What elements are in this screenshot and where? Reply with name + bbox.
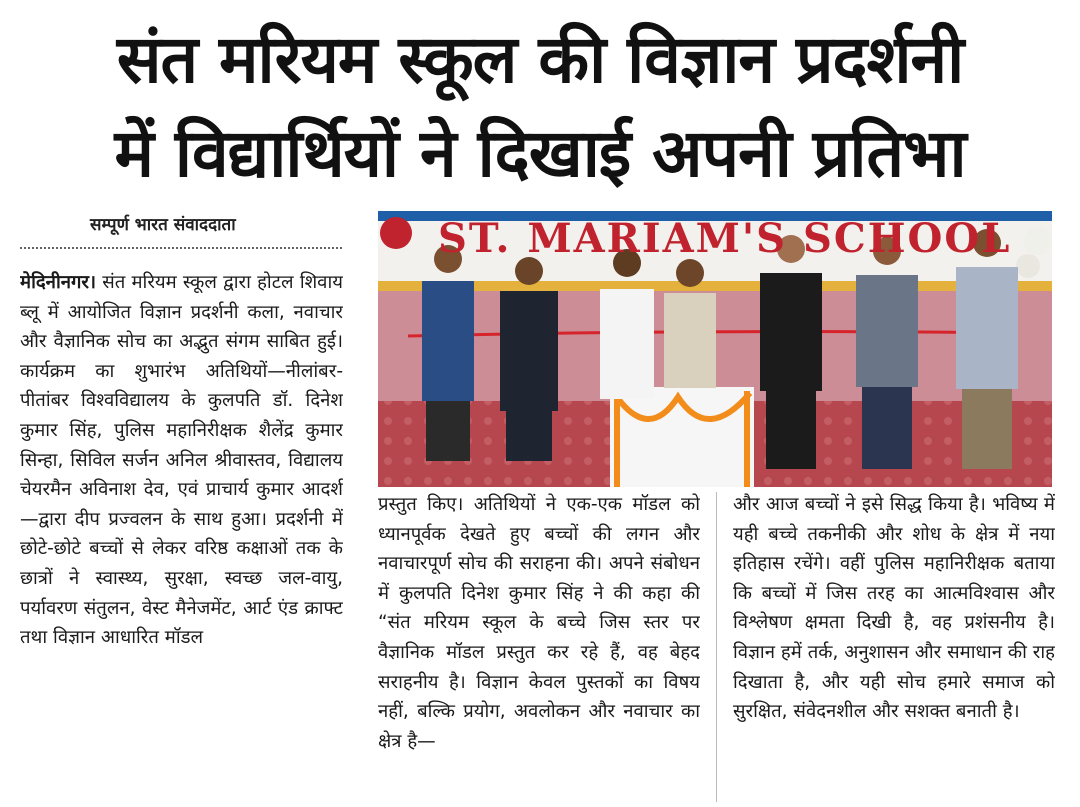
column-rule xyxy=(716,492,717,802)
byline-divider xyxy=(20,247,342,249)
article-column-1 xyxy=(20,268,343,803)
article-column-3 xyxy=(733,490,1055,807)
article-column-1-text: संत मरियम स्कूल द्वारा होटल शिवाय ब्लू में आयोजित विज्ञान प्रदर्शनी कला, नवाचार और वैज्ञानिक सोच का अद्भुत संगम साबित हुई। कार्यक्रम का शुभारंभ अतिथियों—नीलांबर-पीतांबर विश्वविद्यालय के कुलपति डॉ. दिनेश कुमार सिंह, पुलिस महानिरीक्षक शैलेंद्र कुमार सिन्हा, सिविल सर्जन अनिल श्रीवास्तव, विद्यालय चेयरमैन अविनाश देव, एवं प्राचार्य कुमार आदर्श—द्वारा दीप प्रज्वलन के साथ हुआ। प्रदर्शनी में छोटे-छोटे बच्चों से लेकर वरिष्ठ कक्षाओं तक के छात्रों ने स्वास्थ्य, सुरक्षा, स्वच्छ जल-वायु, पर्यावरण संतुलन, वेस्ट मैनेजमेंट, आर्ट एंड क्राफ्ट तथा विज्ञान आधारित मॉडल xyxy=(20,272,343,649)
article-column-2-text: प्रस्तुत किए। अतिथियों ने एक-एक मॉडल को ध्यानपूर्वक देखते हुए बच्चों की लगन और नवाचारपूर्ण सोच की सराहना की। अपने संबोधन में कुलपति दिनेश कुमार सिंह ने की कहा की “संत मरियम स्कूल के बच्चे जिस स्तर पर वैज्ञानिक मॉडल प्रस्तुत कर रहे हैं, वह बेहद सराहनीय है। विज्ञान केवल पुस्तकों का विषय नहीं, बल्कि प्रयोग, अवलोकन और नवाचार का क्षेत्र है— xyxy=(378,494,700,752)
event-photo xyxy=(378,211,1052,487)
article-column-2 xyxy=(378,490,700,807)
headline-line-1: संत मरियम स्कूल की विज्ञान प्रदर्शनी xyxy=(116,21,964,98)
byline: सम्पूर्ण भारत संवाददाता xyxy=(90,215,236,235)
headline-line-2: में विद्यार्थियों ने दिखाई अपनी प्रतिभा xyxy=(114,115,966,192)
dateline: मेदिनीनगर। xyxy=(20,272,96,293)
article-column-3-text: और आज बच्चों ने इसे सिद्ध किया है। भविष्य में यही बच्चे तकनीकी और शोध के क्षेत्र में नया इतिहास रचेंगे। वहीं पुलिस महानिरीक्षक बताया कि बच्चों में जिस तरह का आत्मविश्वास और विश्लेषण क्षमता दिखी है, वह प्रशंसनीय है। विज्ञान हमें तर्क, अनुशासन और समाधान की राह दिखाता है, और यही सोच हमारे समाज को सुरक्षित, संवेदनशील और सशक्त बनाती है। xyxy=(733,494,1055,723)
banner-text: ST. MARIAM'S SCHOOL xyxy=(438,215,1012,262)
